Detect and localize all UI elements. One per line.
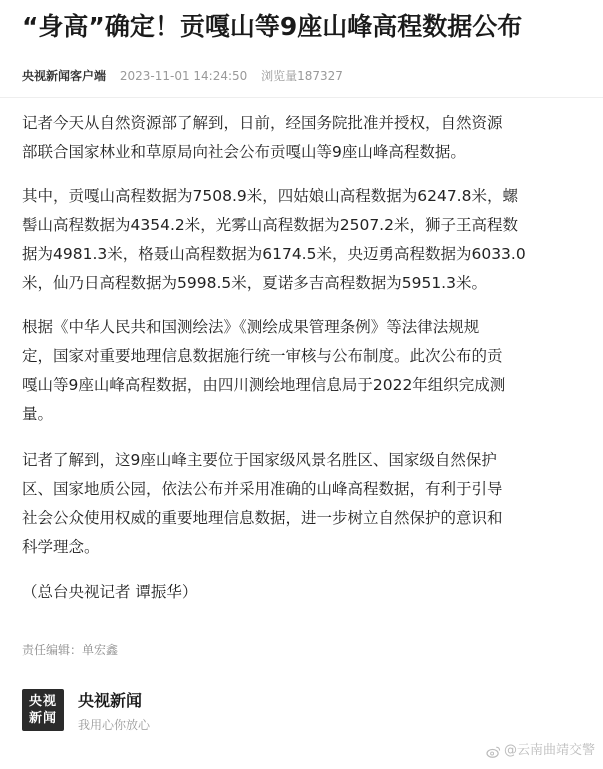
brand-slogan: 我用心你放心	[78, 718, 151, 732]
article-time: 2023-11-01 14:24:50	[119, 69, 248, 83]
paragraph-line: 定，国家对重要地理信息数据施行统一审核与公布制度。此次公布的贡	[22, 347, 503, 365]
weibo-icon	[486, 745, 501, 758]
divider	[0, 97, 603, 98]
paragraph-line: 科学理念。	[22, 538, 100, 556]
paragraph-line: 其中，贡嘎山高程数据为7508.9米，四姑娘山高程数据为6247.8米，螺	[22, 187, 518, 205]
paragraph-4	[22, 446, 588, 562]
brand-name[interactable]: 央视新闻	[78, 691, 143, 710]
paragraph-line: 据为4981.3米，格聂山高程数据为6174.5米，央迈勇高程数据为6033.0	[22, 245, 526, 263]
paragraph-line: 嘎山等9座山峰高程数据，由四川测绘地理信息局于2022年组织完成测	[22, 376, 506, 394]
paragraph-line: 髻山高程数据为4354.2米，光雾山高程数据为2507.2米，狮子王高程数	[22, 216, 518, 234]
paragraph-line: 米，仙乃日高程数据为5998.5米，夏诺多吉高程数据为5951.3米。	[22, 274, 487, 292]
paragraph-3	[22, 313, 588, 429]
view-count: 浏览量187327	[261, 69, 343, 83]
watermark-text: @云南曲靖交警	[503, 743, 595, 758]
paragraph-line: 区、国家地质公园，依法公布并采用准确的山峰高程数据，有利于引导	[22, 480, 503, 498]
paragraph-line: 社会公众使用权威的重要地理信息数据，进一步树立自然保护的意识和	[22, 509, 503, 527]
logo-text: 央视	[28, 694, 57, 709]
responsible-editor: 责任编辑：单宏鑫	[22, 643, 119, 657]
article-source[interactable]: 央视新闻客户端	[22, 69, 107, 83]
logo-text: 新闻	[28, 711, 57, 726]
watermark	[486, 741, 595, 761]
paragraph-5	[22, 578, 588, 607]
cctv-news-logo[interactable]	[22, 689, 64, 731]
paragraph-line: 记者了解到，这9座山峰主要位于国家级风景名胜区、国家级自然保护	[22, 451, 497, 469]
paragraph-2	[22, 182, 588, 298]
article-title: “身高”确定！贡嘎山等9座山峰高程数据公布	[22, 12, 523, 41]
paragraph-line: 根据《中华人民共和国测绘法》《测绘成果管理条例》等法律法规规	[22, 318, 480, 336]
paragraph-1	[22, 109, 588, 167]
paragraph-line: 记者今天从自然资源部了解到，日前，经国务院批准并授权，自然资源	[22, 114, 503, 132]
paragraph-line: 量。	[22, 405, 54, 423]
reporter-credit: （总台央视记者 谭振华）	[22, 583, 198, 601]
article-meta	[22, 66, 343, 86]
paragraph-line: 部联合国家林业和草原局向社会公布贡嘎山等9座山峰高程数据。	[22, 143, 466, 161]
